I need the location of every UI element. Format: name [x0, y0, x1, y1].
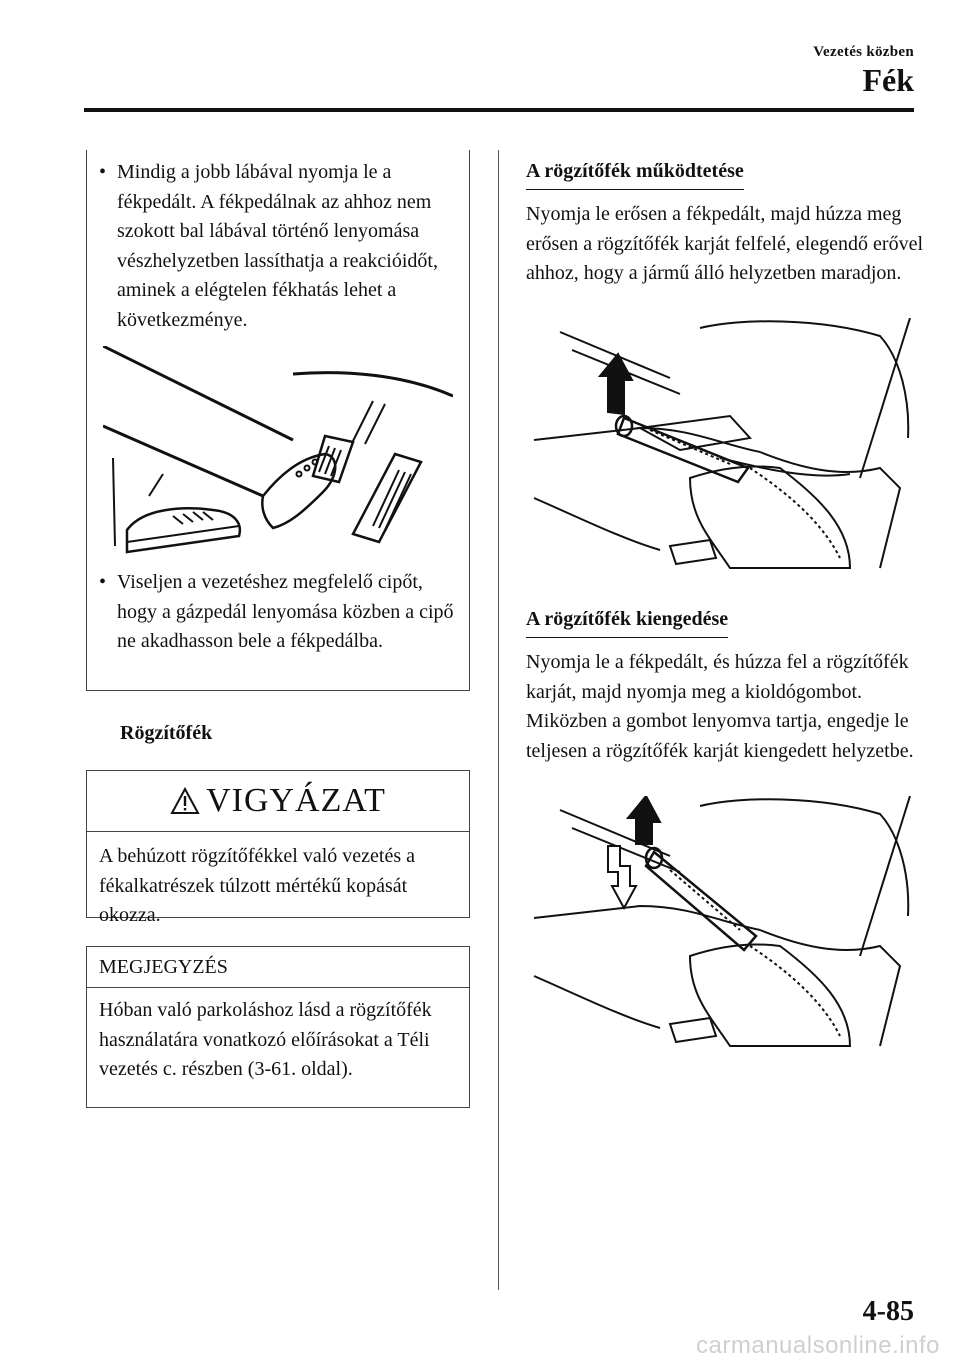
- header-rule: [84, 108, 914, 112]
- page-title: Fék: [862, 62, 914, 98]
- chapter-label: Vezetés közben: [813, 44, 914, 60]
- bullet-item: [99, 158, 459, 335]
- bullet-dot: •: [99, 161, 107, 183]
- watermark: carmanualsonline.info: [696, 1332, 940, 1359]
- warning-triangle-icon: [170, 787, 200, 815]
- bullet-text: Mindig a jobb lábával nyomja le a fékpedált. A fékpedálnak az ahhoz nem szokott bal lábával történő lenyomása vészhelyzetben lassíthatja a reakcióidőt, aminek a elégtelen fékhatás lehet a következménye.: [117, 161, 438, 331]
- section-title-apply: A rögzítőfék működtetése: [526, 160, 744, 190]
- release-instructions: Nyomja le a fékpedált, és húzza fel a rögzítőfék karját, majd nyomja meg a kioldógombot. Miközben a gombot lenyomva tartja, engedje le teljesen a rögzítőfék karját kiengedett helyzetbe.: [526, 651, 914, 762]
- caution-text: A behúzott rögzítőfékkel való vezetés a fékalkatrészek túlzott mértékű kopását okozza.: [99, 845, 415, 926]
- bullet-dot: •: [99, 571, 107, 593]
- bullet-text: Viseljen a vezetéshez megfelelő cipőt, hogy a gázpedál lenyomása közben a cipő ne akadhasson bele a fékpedálba.: [117, 571, 454, 652]
- note-box: [86, 946, 470, 1108]
- page-number: 4-85: [862, 1296, 914, 1327]
- continued-warning-box: [86, 150, 470, 691]
- caution-header: [87, 771, 469, 832]
- note-heading: MEGJEGYZÉS: [87, 947, 469, 988]
- caution-heading: VIGYÁZAT: [206, 782, 386, 819]
- column-divider: [498, 150, 499, 1290]
- note-text: Hóban való parkoláshoz lásd a rögzítőfék használatára vonatkozó előírásokat a Téli vezetés c. részben (3-61. oldal).: [99, 999, 432, 1080]
- caution-box: [86, 770, 470, 926]
- apply-instructions: Nyomja le erősen a fékpedált, majd húzza meg erősen a rögzítőfék karját felfelé, elegendő erővel ahhoz, hogy a jármű álló helyzetben maradjon.: [526, 203, 924, 284]
- parking-brake-release-illustration: [520, 796, 920, 1066]
- section-title-parking-brake: Rögzítőfék: [120, 722, 213, 744]
- pedal-illustration: [103, 346, 453, 566]
- section-title-release: A rögzítőfék kiengedése: [526, 608, 728, 638]
- bullet-item: [99, 568, 459, 657]
- parking-brake-apply-illustration: [520, 318, 920, 588]
